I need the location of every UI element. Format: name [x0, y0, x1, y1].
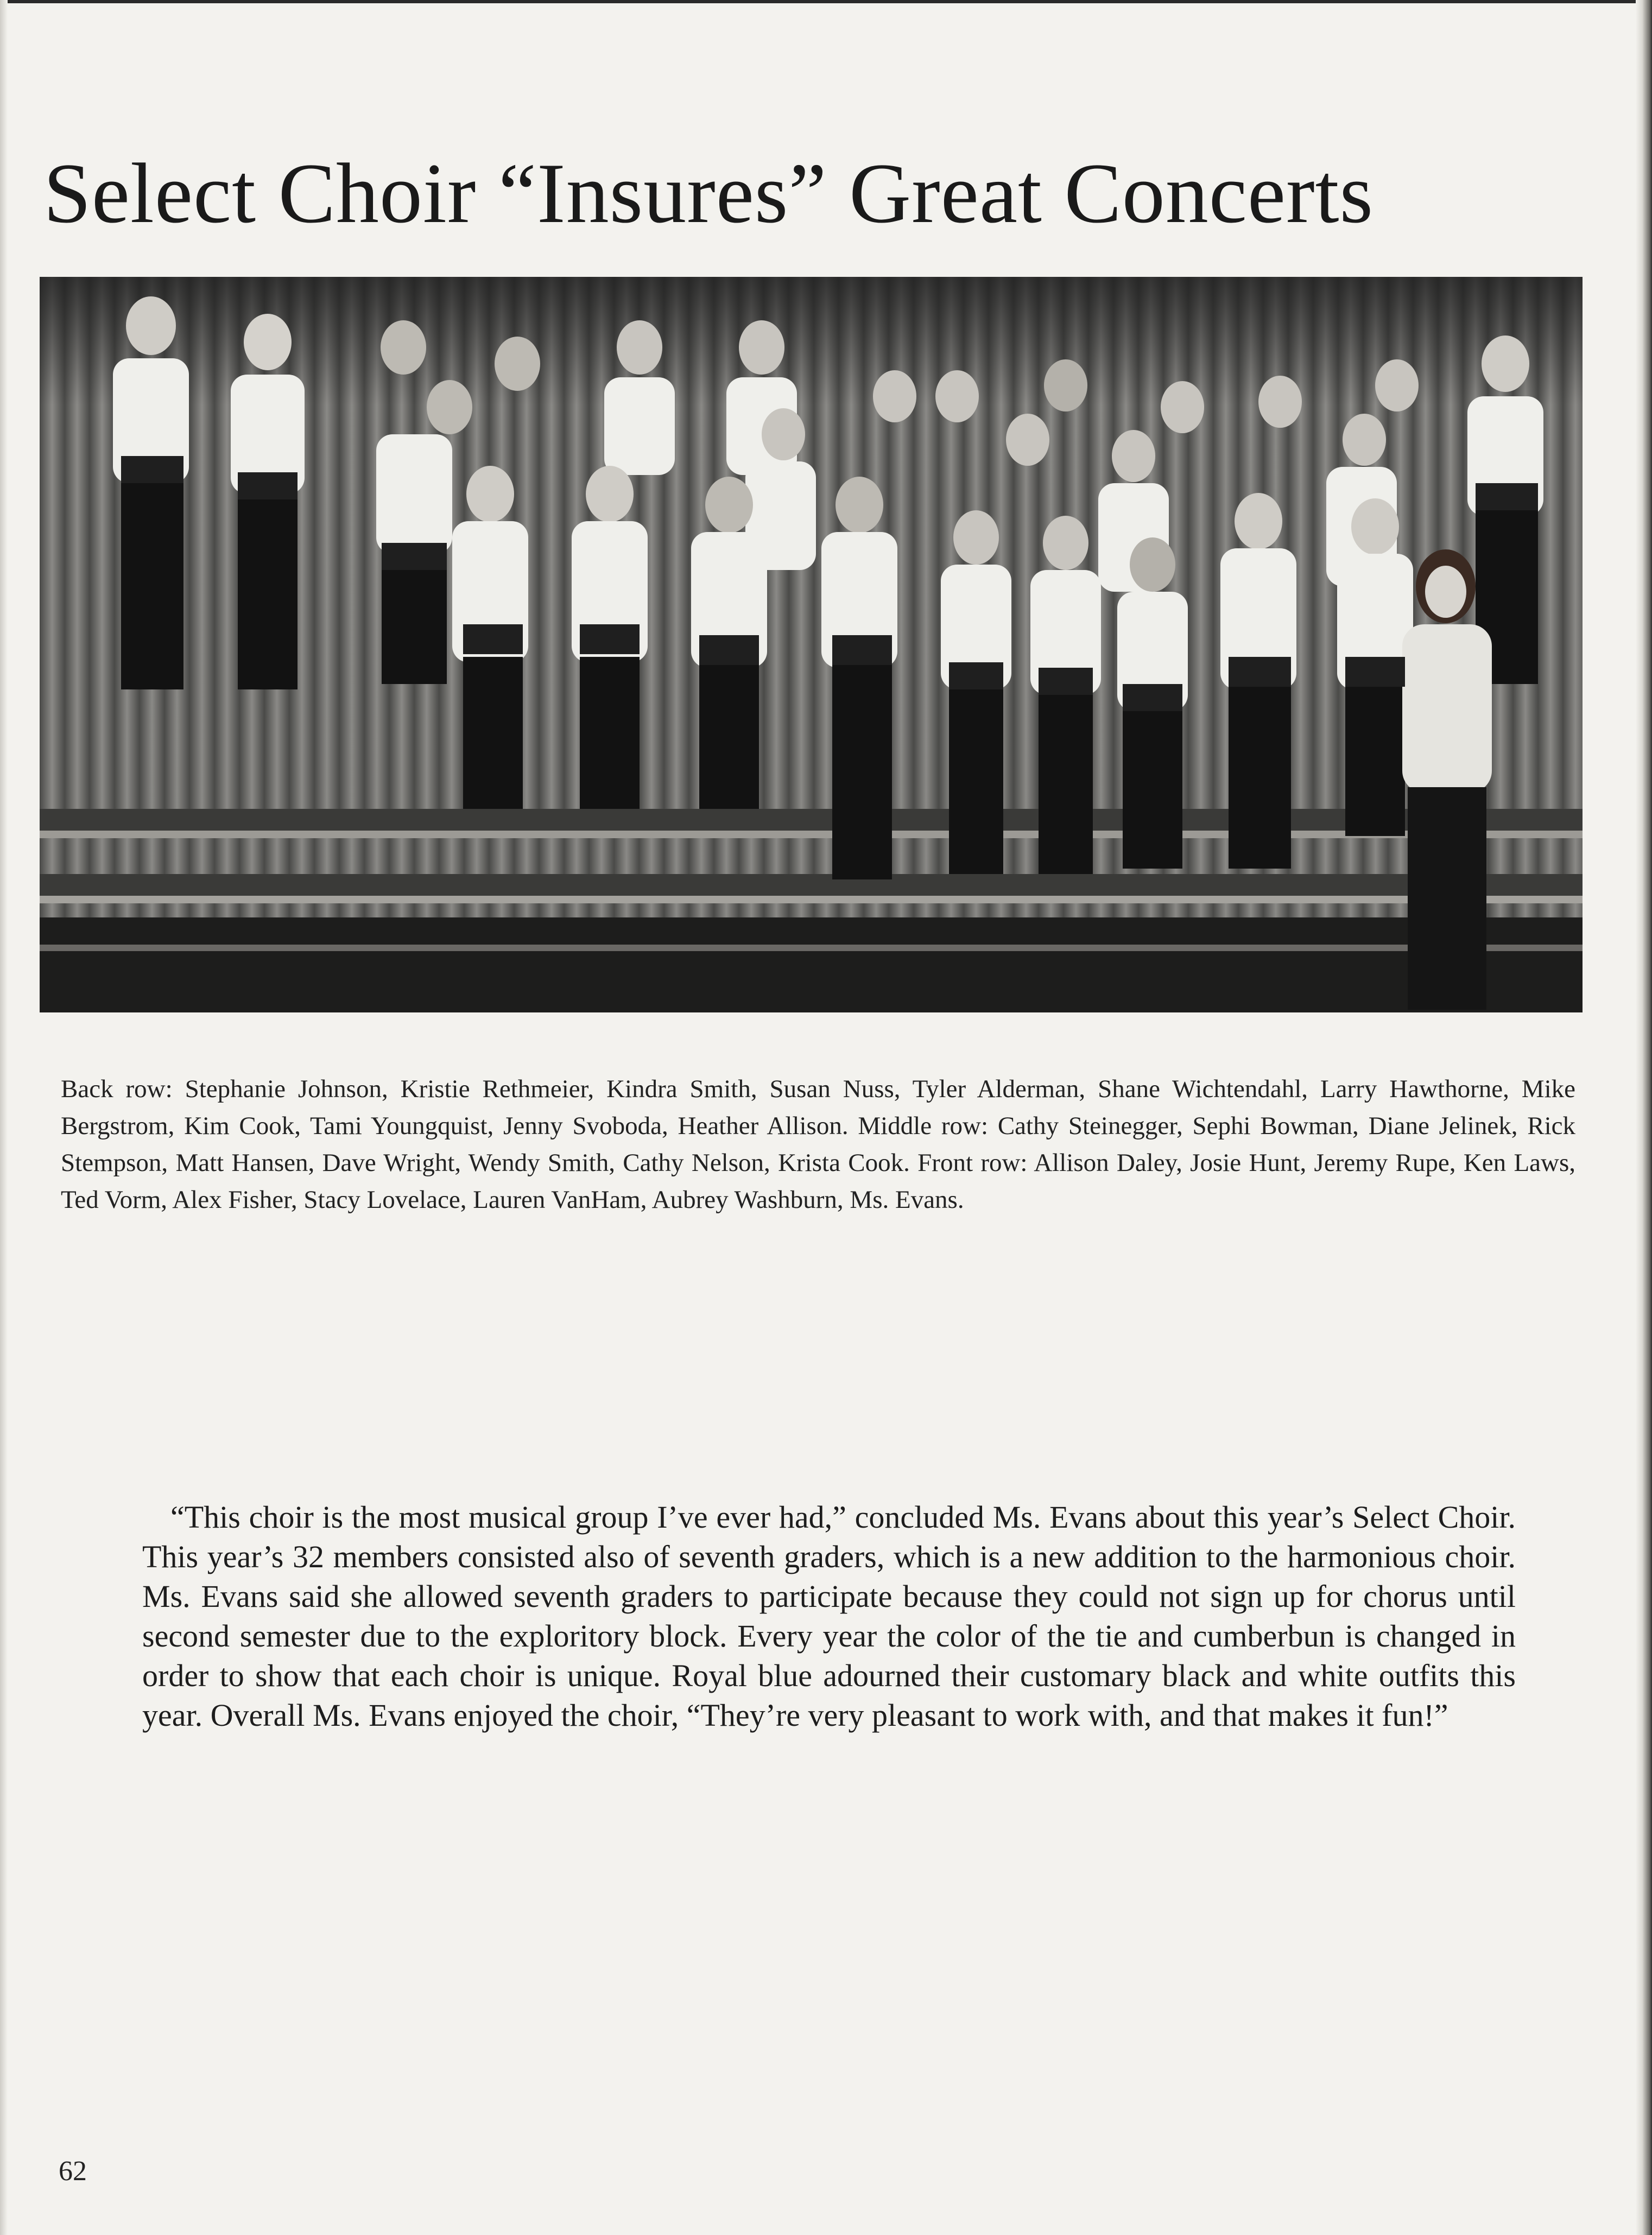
page-top-edge	[0, 0, 1652, 3]
group-photo-icon	[40, 277, 1583, 1012]
page-number: 62	[59, 2156, 87, 2187]
choir-group-photo	[40, 277, 1583, 1012]
page-right-edge	[1636, 0, 1652, 2235]
page-left-edge	[0, 0, 8, 2235]
photo-caption: Back row: Stephanie Johnson, Kristie Rethmeier, Kindra Smith, Susan Nuss, Tyler Alderman, Shane Wichtendahl, Larry Hawthorne, Mike Bergstrom, Kim Cook, Tami Youngquist, Jenny Svoboda, Heather Allison. Middle row: Cathy Steinegger, Sephi Bowman, Diane Jelinek, Rick Stempson, Matt Hansen, Dave Wright, Wendy Smith, Cathy Nelson, Krista Cook. Front row: Allison Daley, Josie Hunt, Jeremy Rupe, Ken Laws, Ted Vorm, Alex Fisher, Stacy Lovelace, Lauren VanHam, Aubrey Washburn, Ms. Evans.	[61, 1075, 1575, 1214]
article-body: “This choir is the most musical group I’ve ever had,” concluded Ms. Evans about this year’s Select Choir. This year’s 32 members consisted also of seventh graders, which is a new addition to the harmonious choir. Ms. Evans said she allowed seventh graders to participate because they could not sign up for chorus until second semester due to the exploritory block. Every year the color of the tie and cumberbun is changed in order to show that each choir is unique. Royal blue adourned their customary black and white outfits this year. Overall Ms. Evans enjoyed the choir, “They’re very pleasant to work with, and that makes it fun!”	[142, 1499, 1516, 1733]
page-title: Select Choir “Insures” Great Concerts	[43, 146, 1374, 241]
